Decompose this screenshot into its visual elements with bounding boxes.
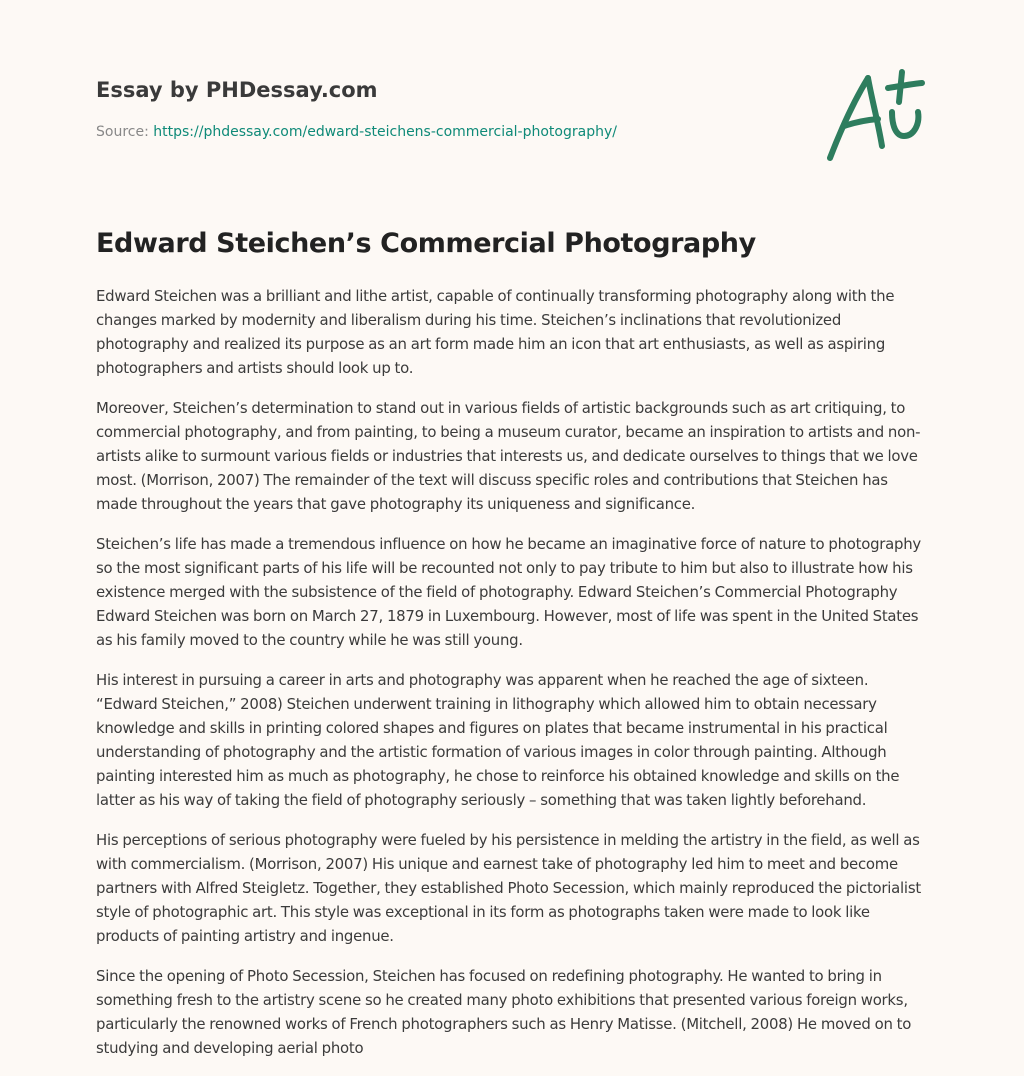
essay-paragraph: Edward Steichen was a brilliant and lithe artist, capable of continually transforming photography along with the changes marked by modernity and liberalism during his time. Steichen’s inclinations that revolutionized photography and realized its purpose as an art form made him an icon that art enthusiasts, as well as aspiring photographers and artists should look up to. (96, 287, 895, 377)
essay-paragraph: Steichen’s life has made a tremendous influence on how he became an imaginative force of nature to photography so the most significant parts of his life will be recounted not only to pay tribute to him but also to illustrate how his existence merged with the subsistence of the field of photography. Edward Steichen’s Commercial Photography Edward Steichen was born on March 27, 1879 in Luxembourg. However, most of life was spent in the United States as his family moved to the country while he was still young. (96, 535, 921, 649)
essay-title: Edward Steichen’s Commercial Photography (96, 228, 756, 259)
source-line (96, 122, 796, 142)
a-plus-logo-icon (822, 66, 928, 166)
site-title: Essay by PHDessay.com (96, 78, 378, 102)
source-label: Source: (96, 124, 154, 140)
essay-paragraph: Moreover, Steichen’s determination to stand out in various fields of artistic backgrounds such as art critiquing, to commercial photography, and from painting, to being a museum curator, became an inspiration to artists and non-artists alike to surmount various fields or industries that interests us, and dedicate ourselves to things that we love most. (Morrison, 2007) The remainder of the text will discuss specific roles and contributions that Steichen has made throughout the years that gave photography its uniqueness and significance. (96, 399, 921, 513)
essay-paragraph: His perceptions of serious photography were fueled by his persistence in melding the artistry in the field, as well as with commercialism. (Morrison, 2007) His unique and earnest take of photography led him to meet and become partners with Alfred Steigletz. Together, they established Photo Secession, which mainly reproduced the pictorialist style of photographic art. This style was exceptional in its form as photographs taken were made to look like products of painting artistry and ingenue. (96, 831, 921, 945)
source-link[interactable]: https://phdessay.com/edward-steichens-commercial-photography/ (153, 124, 617, 140)
essay-body (96, 284, 932, 1076)
essay-paragraph: His interest in pursuing a career in arts and photography was apparent when he reached the age of sixteen. “Edward Steichen,” 2008) Steichen underwent training in lithography which allowed him to obtain necessary knowledge and skills in printing colored shapes and figures on plates that became instrumental in his practical understanding of photography and the artistic formation of various images in color through painting. Although painting interested him as much as photography, he chose to reinforce his obtained knowledge and skills on the latter as his way of taking the field of photography seriously – something that was taken lightly beforehand. (96, 671, 900, 809)
essay-header (96, 76, 796, 142)
essay-paragraph: Since the opening of Photo Secession, Steichen has focused on redefining photography. He wanted to bring in something fresh to the artistry scene so he created many photo exhibitions that presented various foreign works, particularly the renowned works of French photographers such as Henry Matisse. (Mitchell, 2008) He moved on to studying and developing aerial photo (96, 967, 912, 1057)
